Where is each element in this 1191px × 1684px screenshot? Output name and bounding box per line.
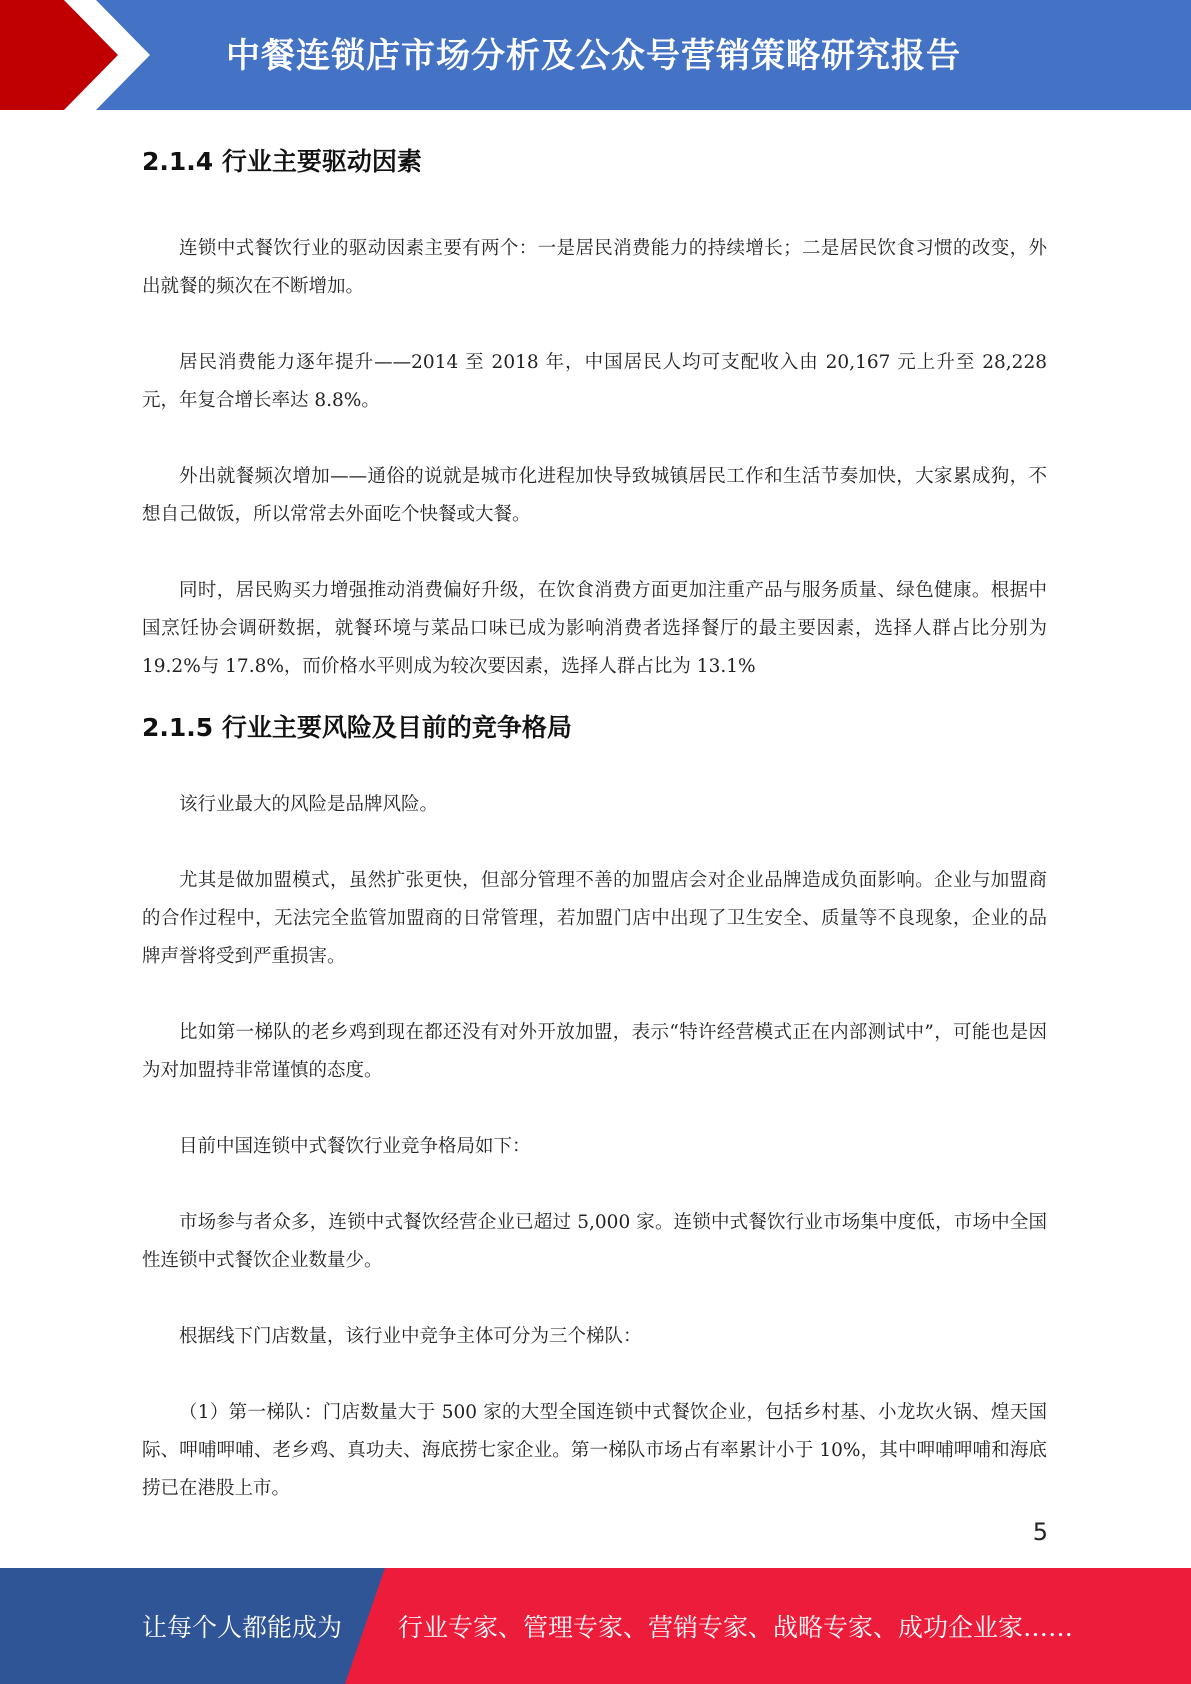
paragraph: 外出就餐频次增加——通俗的说就是城市化进程加快导致城镇居民工作和生活节奏加快，大家累成狗，不想自己做饭，所以常常去外面吃个快餐或大餐。 [142,466,1047,525]
page-number: 5 [1032,1518,1048,1546]
section-heading-2-1-5: 2.1.5 行业主要风险及目前的竞争格局 [142,713,572,742]
paragraph: 该行业最大的风险是品牌风险。 [179,794,439,815]
footer-slogan-left: 让每个人都能成为 [142,1613,343,1642]
header-arrow-decoration [0,0,160,110]
paragraph: 连锁中式餐饮行业的驱动因素主要有两个：一是居民消费能力的持续增长；二是居民饮食习惯的改变，外出就餐的频次在不断增加。 [142,238,1047,297]
paragraph: 根据线下门店数量，该行业中竞争主体可分为三个梯队： [179,1326,642,1347]
header-banner [0,0,1191,110]
paragraph: 居民消费能力逐年提升——2014 至 2018 年，中国居民人均可支配收入由 20,167 元上升至 28,228 元，年复合增长率达 8.8%。 [142,352,1047,411]
section-heading-2-1-4: 2.1.4 行业主要驱动因素 [142,147,422,176]
paragraph: 尤其是做加盟模式，虽然扩张更快，但部分管理不善的加盟店会对企业品牌造成负面影响。企业与加盟商的合作过程中，无法完全监管加盟商的日常管理，若加盟门店中出现了卫生安全、质量等不良现象，企业的品牌声誉将受到严重损害。 [142,870,1047,967]
paragraph: 目前中国连锁中式餐饮行业竞争格局如下： [179,1136,531,1157]
footer-banner [0,1568,1191,1684]
paragraph: 同时，居民购买力增强推动消费偏好升级，在饮食消费方面更加注重产品与服务质量、绿色健康。根据中国烹饪协会调研数据，就餐环境与菜品口味已成为影响消费者选择餐厅的最主要因素，选择人群占比分别为 19.2%与 17.8%，而价格水平则成为较次要因素，选择人群占比为 13.1% [142,580,1047,677]
page-content [142,120,1047,1508]
paragraph: 比如第一梯队的老乡鸡到现在都还没有对外开放加盟，表示“特许经营模式正在内部测试中”，可能也是因为对加盟持非常谨慎的态度。 [142,1022,1047,1081]
footer-slogan-right: 行业专家、管理专家、营销专家、战略专家、成功企业家…… [398,1613,1074,1642]
paragraph: （1）第一梯队：门店数量大于 500 家的大型全国连锁中式餐饮企业，包括乡村基、小龙坎火锅、煌天国际、呷哺呷哺、老乡鸡、真功夫、海底捞七家企业。第一梯队市场占有率累计小于 10%，其中呷哺呷哺和海底捞已在港股上市。 [142,1402,1047,1499]
paragraph: 市场参与者众多，连锁中式餐饮经营企业已超过 5,000 家。连锁中式餐饮行业市场集中度低，市场中全国性连锁中式餐饮企业数量少。 [142,1212,1047,1271]
report-title: 中餐连锁店市场分析及公众号营销策略研究报告 [226,36,961,76]
